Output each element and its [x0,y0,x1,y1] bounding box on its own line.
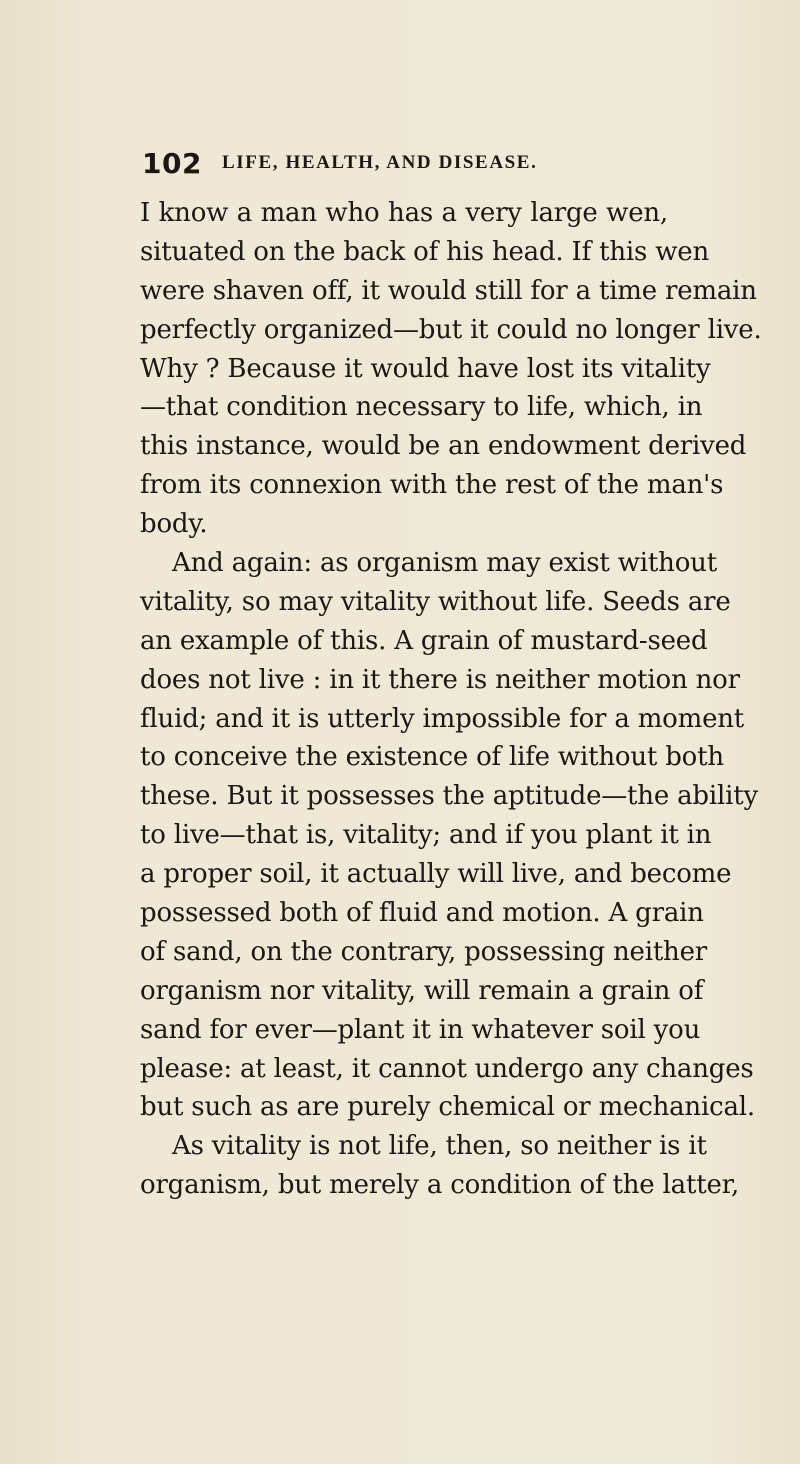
text-line: possessed both of fluid and motion. A grain [140,898,704,929]
text-line: a proper soil, it actually will live, and become [140,859,732,890]
text-line: vitality, so may vitality without life. Seeds are [140,586,731,617]
text-line: to conceive the existence of life without both [140,742,724,773]
body-text [140,194,762,1205]
text-line: an example of this. A grain of mustard-seed [140,625,708,656]
text-line: please: at least, it cannot undergo any changes [140,1053,754,1084]
text-line: organism nor vitality, will remain a grain of [140,975,704,1006]
running-title: LIFE, HEALTH, AND DISEASE. [222,152,538,173]
text-line: were shaven off, it would still for a time remain [140,275,757,306]
text-line: organism, but merely a condition of the latter, [140,1170,740,1201]
text-line: but such as are purely chemical or mechanical. [140,1092,755,1123]
text-line: Why ? Because it would have lost its vitality [140,353,711,384]
text-line: this instance, would be an endowment derived [140,431,747,462]
text-line: And again: as organism may exist without [172,548,717,579]
text-line: these. But it possesses the aptitude—the ability [140,781,758,812]
page-number: 102 [142,147,202,180]
text-line: of sand, on the contrary, possessing neither [140,936,708,967]
text-line: to live—that is, vitality; and if you plant it in [140,820,712,851]
text-line: —that condition necessary to life, which, in [140,392,703,423]
text-line: perfectly organized—but it could no longer live. [140,314,762,345]
running-head [142,147,662,187]
text-line: body. [140,509,208,540]
text-line: does not live : in it there is neither motion nor [140,664,740,695]
text-line: fluid; and it is utterly impossible for a moment [140,703,745,734]
text-line: As vitality is not life, then, so neither is it [172,1131,707,1162]
text-line: sand for ever—plant it in whatever soil you [140,1014,701,1045]
text-line: situated on the back of his head. If this wen [140,236,710,267]
text-line: from its connexion with the rest of the man's [140,470,724,501]
text-line: I know a man who has a very large wen, [140,198,668,228]
